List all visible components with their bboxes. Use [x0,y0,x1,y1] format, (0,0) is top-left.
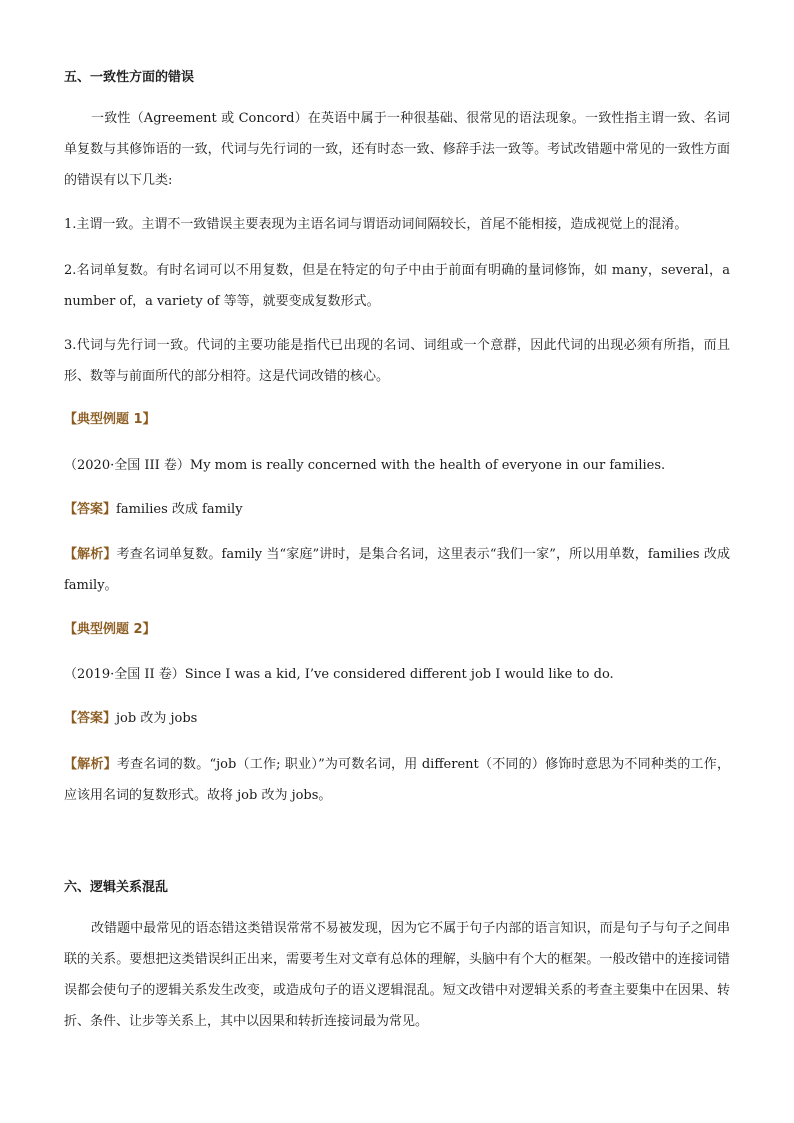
example-1-analysis [64,539,730,601]
answer-text: families 改成 family [116,502,243,517]
example-1-question: （2020·全国 III 卷）My mom is really concerned with the health of everyone in our families. [64,458,666,473]
example-2-question: （2019·全国 II 卷）Since I was a kid, I’ve considered different job I would like to do. [64,667,614,682]
answer-tag: 【答案】 [64,711,117,726]
rule-subject-verb: 1.主谓一致。主谓不一致错误主要表现为主语名词与谓语动词间隔较长，首尾不能相接，造成视觉上的混淆。 [64,217,688,232]
section-6-heading: 六、逻辑关系混乱 [64,880,169,895]
analysis-tag: 【解析】 [64,547,117,562]
answer-tag: 【答案】 [64,502,117,517]
analysis-text: 考查名词单复数。family 当“家庭”讲时，是集合名词，这里表示“我们一家”，所以用单数，families 改成 family。 [64,547,730,593]
analysis-tag: 【解析】 [64,757,117,772]
section-5-intro: 一致性（Agreement 或 Concord）在英语中属于一种很基础、很常见的语法现象。一致性指主谓一致、名词单复数与其修饰语的一致，代词与先行词的一致，还有时态一致、修辞手法一致等。考试改错题中常见的一致性方面的错误有以下几类: [64,111,730,188]
example-2-answer [64,709,734,729]
answer-text: job 改为 jobs [116,711,198,726]
rule-noun-number: 2.名词单复数。有时名词可以不用复数，但是在特定的句子中由于前面有明确的量词修饰，如 many，several，a number of，a variety of 等等，就要变成复数形式。 [64,263,730,309]
example-2-analysis [64,749,730,811]
analysis-text: 考查名词的数。“job（工作; 职业）”为可数名词，用 different（不同的）修饰时意思为不同种类的工作，应该用名词的复数形式。故将 job 改为 jobs。 [64,757,730,803]
example-2-tag: 【典型例题 2】 [64,622,156,637]
example-1-answer [64,500,734,520]
section-6-body: 改错题中最常见的语态错这类错误常常不易被发现，因为它不属于句子内部的语言知识，而是句子与句子之间串联的关系。要想把这类错误纠正出来，需要考生对文章有总体的理解，头脑中有个大的框架。一般改错中的连接词错误都会使句子的逻辑关系发生改变，或造成句子的语义逻辑混乱。短文改错中对逻辑关系的考查主要集中在因果、转折、条件、让步等关系上，其中以因果和转折连接词最为常见。 [64,921,730,1029]
rule-pronoun-antecedent: 3.代词与先行词一致。代词的主要功能是指代已出现的名词、词组或一个意群，因此代词的出现必须有所指，而且形、数等与前面所代的部分相符。这是代词改错的核心。 [64,338,730,384]
example-1-tag: 【典型例题 1】 [64,412,156,427]
section-5-heading: 五、一致性方面的错误 [64,70,195,85]
